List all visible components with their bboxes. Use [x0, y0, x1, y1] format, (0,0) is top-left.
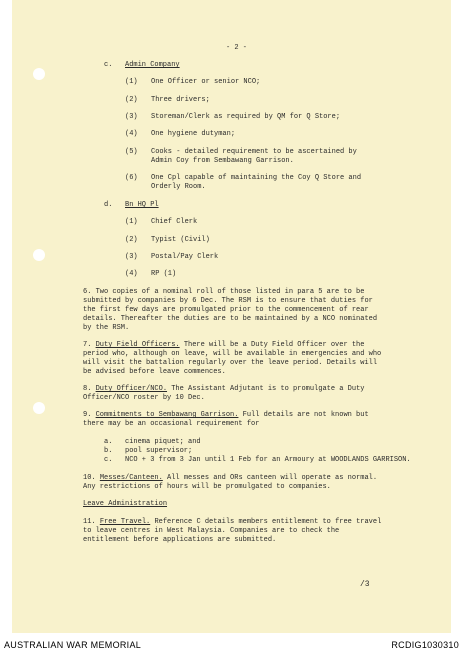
item-text: Three drivers; [151, 96, 210, 104]
item-num: (3) [125, 113, 138, 121]
punch-hole [33, 68, 45, 80]
item-num: (3) [125, 253, 138, 261]
punch-hole [33, 402, 45, 414]
sub-item-text: NCO + 3 from 3 Jan until 1 Feb for an Armoury at WOODLANDS GARRISON. [125, 456, 411, 464]
archive-credit: AUSTRALIAN WAR MEMORIAL [4, 640, 142, 650]
para-11-line: to leave centres in West Malaysia. Companies are to check the [83, 527, 340, 535]
para-11-line: entitlement before applications are submitted. [83, 536, 277, 544]
item-num: (4) [125, 130, 138, 138]
para-8-line: Officer/NCO roster by 10 Dec. [83, 394, 205, 402]
para-9-text: Full details are not known but [242, 411, 369, 419]
document-page [12, 0, 451, 633]
section-c-heading: Admin Company [125, 61, 180, 69]
section-d-heading: Bn HQ Pl [125, 201, 159, 209]
sub-item-text: cinema piquet; and [125, 438, 201, 446]
para-10-num: 10. [83, 474, 96, 482]
para-6-line: submitted by companies by 6 Dec. The RSM is to ensure that duties for [83, 297, 373, 305]
para-10-line: Any restrictions of hours will be promulgated to companies. [83, 483, 331, 491]
para-9-line: there may be an occasional requirement for [83, 420, 260, 428]
para-6-line: 6. Two copies of a nominal roll of those listed in para 5 are to be [83, 288, 365, 296]
section-c-letter: c. [104, 61, 113, 69]
para-7-line: will visit the battalion regularly over the leave period. Details will [83, 359, 378, 367]
item-text: One hygiene dutyman; [151, 130, 236, 138]
para-8-text: The Assistant Adjutant is to promulgate a Duty [171, 385, 365, 393]
item-text-cont: Admin Coy from Sembawang Garrison. [151, 157, 294, 165]
item-num: (5) [125, 148, 138, 156]
para-8-title: Duty Officer/NCO. [95, 385, 168, 393]
para-8-num: 8. [83, 385, 92, 393]
item-num: (1) [125, 78, 138, 86]
item-text: Storeman/Clerk as required by QM for Q Store; [151, 113, 341, 121]
para-10-title: Messes/Canteen. [99, 474, 163, 482]
para-6-line: by the RSM. [83, 324, 130, 332]
para-11-first-line [83, 518, 381, 527]
item-text: Postal/Pay Clerk [151, 253, 219, 261]
para-11-text: Reference C details members entitlement to free travel [154, 518, 382, 526]
item-num: (4) [125, 270, 138, 278]
item-text: Chief Clerk [151, 218, 198, 226]
para-9-first-line [83, 411, 369, 420]
item-text: Cooks - detailed requirement to be ascertained by [151, 148, 357, 156]
para-10-text: All messes and ORs canteen will operate as normal. [167, 474, 378, 482]
sub-item-letter: a. [104, 438, 113, 446]
sub-item-letter: b. [104, 447, 113, 455]
record-id: RCDIG1030310 [391, 640, 459, 650]
item-text: Typist (Civil) [151, 236, 210, 244]
para-7-title: Duty Field Officers. [95, 341, 180, 349]
para-6-line: details. Thereafter the duties are to be maintained by a NCO nominated [83, 315, 378, 323]
item-text: One Officer or senior NCO; [151, 78, 261, 86]
item-text: RP (1) [151, 270, 177, 278]
sub-item-text: pool supervisor; [125, 447, 193, 455]
item-text: One Cpl capable of maintaining the Coy Q Store and [151, 174, 362, 182]
leave-administration-heading: Leave Administration [83, 500, 168, 508]
section-d-letter: d. [104, 201, 113, 209]
para-7-first-line [83, 341, 364, 350]
sub-item-letter: c. [104, 456, 113, 464]
item-num: (1) [125, 218, 138, 226]
para-7-num: 7. [83, 341, 92, 349]
para-6-line: the first few days are promulgated prior to the commencement of rear [83, 306, 369, 314]
para-10-first-line [83, 474, 377, 483]
para-7-line: be advised before leave commences. [83, 368, 226, 376]
page-number: - 2 - [226, 44, 248, 52]
para-7-text: There will be a Duty Field Officer over the [183, 341, 365, 349]
para-11-num: 11. [83, 518, 96, 526]
item-num: (2) [125, 236, 138, 244]
next-page-marker: /3 [360, 580, 370, 589]
para-7-line: period who, although on leave, will be available in emergencies and who [83, 350, 382, 358]
para-9-title: Commitments to Sembawang Garrison. [95, 411, 239, 419]
punch-hole [33, 249, 45, 261]
para-8-first-line [83, 385, 364, 394]
item-num: (6) [125, 174, 138, 182]
item-text-cont: Orderly Room. [151, 183, 206, 191]
item-num: (2) [125, 96, 138, 104]
para-9-num: 9. [83, 411, 92, 419]
para-11-title: Free Travel. [99, 518, 151, 526]
